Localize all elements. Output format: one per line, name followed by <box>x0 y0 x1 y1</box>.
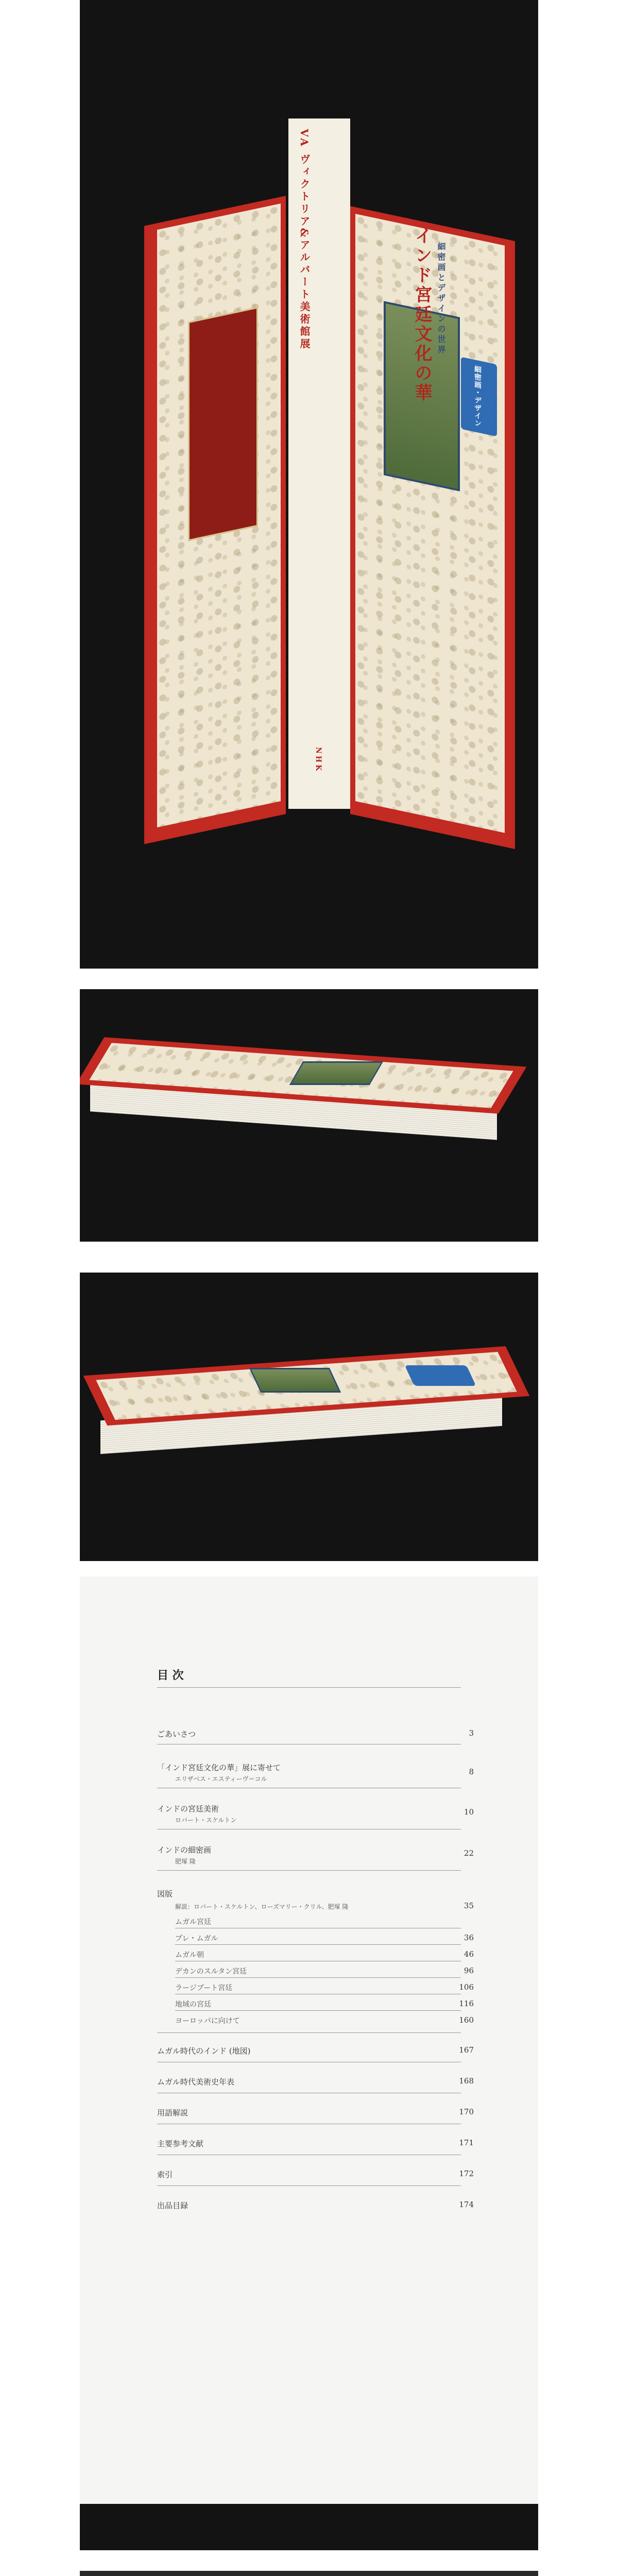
toc-rule <box>157 2185 461 2186</box>
toc-plate-entry: 地域の宮廷 <box>175 2001 211 2009</box>
toc-page-number: 170 <box>459 2107 474 2116</box>
toc-entry: 索引 <box>157 2170 173 2179</box>
spine-publisher: NHK <box>314 747 322 773</box>
toc-rule <box>175 2010 461 2011</box>
toc-entry: ムガル時代のインド (地図) <box>157 2046 251 2056</box>
toc-plate-entry: プレ・ムガル <box>175 1935 218 1943</box>
toc-entry-author: 肥塚 隆 <box>175 1858 196 1865</box>
toc-plate-entry: ラージプート宮廷 <box>175 1984 233 1992</box>
toc-entry: 主要参考文献 <box>157 2139 204 2148</box>
toc-page-number: 10 <box>464 1807 474 1817</box>
spine-title: VA ヴィクトリア&アルバート美術館展 <box>298 129 311 351</box>
toc-entry: 用語解説 <box>157 2108 188 2117</box>
cover-miniature-flat <box>289 1061 384 1085</box>
toc-entry-author: ロバート・スケルトン <box>175 1817 237 1824</box>
toc-page-number: 106 <box>459 1982 474 1992</box>
toc-page-number: 167 <box>459 2045 474 2055</box>
cover-badge-flat-2 <box>405 1365 476 1386</box>
cover-miniature-flat-2 <box>249 1368 341 1393</box>
toc-page-number: 172 <box>459 2169 474 2178</box>
photo-table-of-contents <box>80 1577 538 2550</box>
toc-entry: インドの細密画 <box>157 1845 212 1855</box>
toc-page-number: 171 <box>459 2138 474 2147</box>
front-cover-badge <box>461 357 497 437</box>
toc-plates-note: 解説：ロバート・スケルトン、ローズマリー・クリル、肥塚 隆 <box>175 1903 349 1910</box>
toc-entry-author: エリザベス・エスティーヴ＝コル <box>175 1775 267 1783</box>
toc-page-number: 36 <box>464 1933 474 1942</box>
toc-page-number: 168 <box>459 2076 474 2086</box>
toc-rule <box>157 1870 461 1871</box>
back-cover-red-panel <box>188 307 258 541</box>
toc-heading: 目 次 <box>157 1669 184 1682</box>
photo-book-flat-1 <box>80 989 538 1242</box>
toc-plate-entry: ヨーロッパに向けて <box>175 2017 240 2025</box>
toc-entry: インドの宮廷美術 <box>157 1804 219 1814</box>
toc-plate-entry: ムガル朝 <box>175 1951 204 1959</box>
toc-page-number: 35 <box>464 1901 474 1910</box>
front-cover-subtitle: 細密画とデザインの世界 <box>436 242 446 355</box>
toc-page-number: 160 <box>459 2015 474 2025</box>
toc-plate-entry: デカンのスルタン宮廷 <box>175 1968 247 1976</box>
toc-rule <box>157 2032 461 2033</box>
toc-rule <box>157 1687 461 1688</box>
toc-entry: 「インド宮廷文化の華」展に寄せて <box>157 1763 281 1772</box>
toc-page-number: 3 <box>469 1728 474 1738</box>
badge-text: 細密画・デザイン <box>473 364 482 429</box>
toc-page-number: 174 <box>459 2200 474 2209</box>
toc-page-number: 46 <box>464 1950 474 1959</box>
toc-entry: ムガル時代美術史年表 <box>157 2077 235 2087</box>
toc-page-number: 116 <box>459 1999 474 2008</box>
toc-rule <box>175 1977 461 1978</box>
toc-page-number: 22 <box>464 1849 474 1858</box>
toc-page-number: 8 <box>469 1767 474 1776</box>
photo-standing-book <box>80 0 538 969</box>
toc-rule <box>175 1944 461 1945</box>
photo-book-flat-2 <box>80 1273 538 1561</box>
front-cover-title: インド宮廷文化の華 <box>411 227 432 403</box>
toc-plates-heading: 図版 <box>157 1889 173 1899</box>
toc-plate-entry: ムガル宮廷 <box>175 1918 211 1926</box>
toc-page-number: 96 <box>464 1966 474 1975</box>
toc-entry: ごあいさつ <box>157 1730 196 1739</box>
toc-entry: 出品目録 <box>157 2201 188 2210</box>
toc-page <box>80 1577 538 2504</box>
photo-open-book-1 <box>80 2571 538 2576</box>
